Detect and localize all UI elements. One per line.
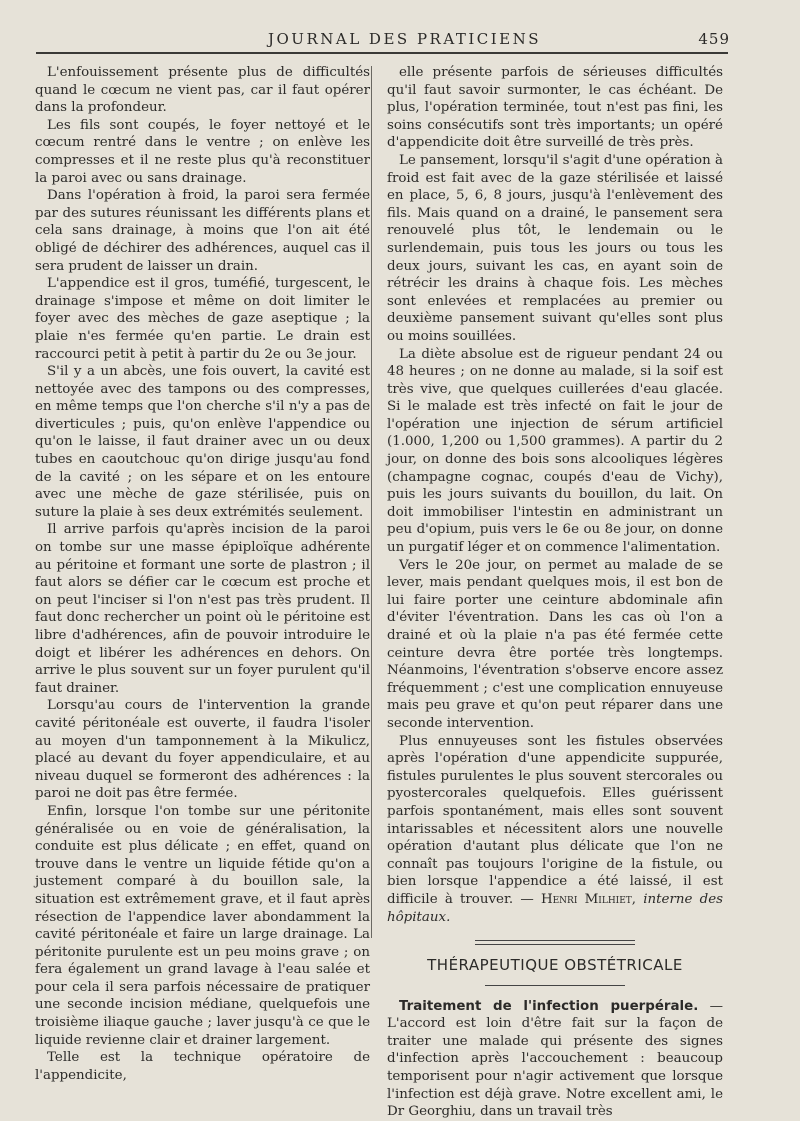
paragraph: Il arrive parfois qu'après incision de la paroi on tombe sur une masse épiploïque adhérente au péritoine et formant une sorte de plastron ; il faut alors se défier car le cœcum est proche et on peut l'inciser si l'on n'est pas très prudent. Il faut donc rechercher un point où le péritoine est libre d'adhérences, afin de pouvoir introduire le doigt et libérer les adhérences en dehors. On arrive le plus souvent sur un foyer purulent qu'il faut drainer.	[35, 522, 370, 696]
paragraph: L'appendice est il gros, tuméfié, turgescent, le drainage s'impose et même on doit limiter le foyer avec des mèches de gaze aseptique ; la plaie n'es fermée qu'en partie. Le drain est raccourci petit à petit à partir du 2e ou 3e jour.	[35, 276, 370, 362]
paragraph: Les fils sont coupés, le foyer nettoyé et le cœcum rentré dans le ventre ; on enlève les compresses et il ne reste plus qu'à reconstituer la paroi avec ou sans drainage.	[35, 117, 370, 186]
article-text: — L'accord est loin d'être fait sur la façon de traiter une malade qui présente des signes d'infection après l'accouchement : beaucoup temporisent pour n'agir activement que lorsque l'infection est déjà grave. Notre excellent ami, le Dr Georghiu, dans un travail très	[387, 998, 723, 1120]
paragraph: Vers le 20e jour, on permet au malade de se lever, mais pendant quelques mois, il est bon de lui faire porter une ceinture abdominale afin d'éviter l'éventration. Dans les cas où l'on a drainé et où la plaie n'a pas été fermée cette ceinture devra être portée très longtemps. Néanmoins, l'éventration s'observe encore assez fréquemment ; c'est une complication ennuyeuse mais peu grave et qu'on peut réparer dans une seconde intervention.	[387, 557, 723, 731]
paragraph: S'il y a un abcès, une fois ouvert, la cavité est nettoyée avec des tampons ou des compresses, en même temps que l'on cherche s'il n'y a pas de diverticules ; puis, qu'on enlève l'appendice ou qu'on le laisse, il faut drainer avec un ou deux tubes en caoutchouc qu'on dirige jusqu'au fond de la cavité ; on les sépare et on les entoure avec une mèche de gaze stérilisée, puis on suture la plaie à ses deux extrémités seulement.	[35, 364, 370, 520]
paragraph: Le pansement, lorsqu'il s'agit d'une opération à froid est fait avec de la gaze stérilisée et laissé en place, 5, 6, 8 jours, jusqu'à l'enlèvement des fils. Mais quand on a drainé, le pansement sera renouvelé plus tôt, le lendemain ou le surlendemain, puis tous les jours ou tous les deux jours, suivant les cas, en ayant soin de rétrécir les drains à chaque fois. Les mèches sont enlevées et remplacées au premier ou deuxième pansement suivant qu'elles sont plus ou moins souillées.	[387, 152, 723, 344]
paragraph: Dans l'opération à froid, la paroi sera fermée par des sutures réunissant les différents plans et cela sans drainage, à moins que l'on ait été obligé de déchirer des adhérences, auquel cas il sera prudent de laisser un drain.	[35, 188, 370, 274]
section-divider	[475, 940, 635, 945]
author-role: interne des hôpitaux.	[387, 891, 723, 925]
paragraph: elle présente parfois de sérieuses difficultés qu'il faut savoir surmonter, le cas échéant. De plus, l'opération terminée, tout n'est pas fini, les soins consécutifs sont très importants; un opéré d'appendicite doit être surveillé de très près.	[387, 65, 723, 151]
column-divider	[371, 66, 372, 938]
journal-title: JOURNAL DES PRATICIENS	[268, 30, 542, 48]
left-column	[35, 64, 370, 1084]
paragraph: Telle est la technique opératoire de l'appendicite,	[35, 1050, 370, 1083]
paragraph: Lorsqu'au cours de l'intervention la grande cavité péritonéale est ouverte, il faudra l'isoler au moyen d'un tamponnement à la Mikulicz, placé au devant du foyer appendiculaire, et au niveau duquel se formeront des adhérences : la paroi ne doit pas être fermée.	[35, 698, 370, 802]
running-header	[0, 30, 800, 50]
section-paragraph	[387, 998, 723, 1121]
header-rule	[36, 52, 728, 54]
paragraph: La diète absolue est de rigueur pendant 24 ou 48 heures ; on ne donne au malade, si la soif est très vive, que quelques cuillerées d'eau glacée. Si le malade est très infecté on fait le jour de l'opération une injection de sérum artificiel (1.000, 1,200 ou 1,500 grammes). A partir du 2 jour, on donne des bois sons alcooliques légères (champagne cognac, coupés d'eau de Vichy), puis les jours suivants du bouillon, du lait. On doit immobiliser l'intestin en administrant un peu d'opium, puis vers le 6e ou 8e jour, on donne un purgatif léger et on commence l'alimentation.	[387, 346, 723, 556]
article-lead: Traitement de l'infection puerpérale.	[399, 998, 699, 1014]
section-heading: THÉRAPEUTIQUE OBSTÉTRICALE	[427, 956, 683, 975]
right-column	[387, 64, 723, 1121]
author-name: Henri Milhiet,	[540, 891, 637, 907]
paragraph: Enfin, lorsque l'on tombe sur une péritonite généralisée ou en voie de généralisation, la conduite est plus délicate ; en effet, quand on trouve dans le ventre un liquide fétide qu'on a justement comparé à du bouillon sale, la situation est extrêmement grave, et il faut après résection de l'appendice laver abondamment la cavité péritonéale et faire un large drainage. La péritonite purulente est un peu moins grave ; on fera également un grand lavage à l'eau salée et pour cela il sera parfois nécessaire de pratiquer une seconde incision médiane, quelquefois une troisième iliaque gauche ; laver jusqu'à ce que le liquide revienne clair et drainer largement.	[35, 803, 370, 1048]
paragraph: L'enfouissement présente plus de difficultés quand le cœcum ne vient pas, car il faut opérer dans la profondeur.	[35, 65, 370, 116]
paragraph-text: Plus ennuyeuses sont les fistules observées après l'opération d'une appendicite suppurée, fistules purulentes le plus souvent stercorales ou pyostercorales quelquefois. Elles guérissent parfois spontanément, mais elles sont souvent intarissables et nécessitent alors une nouvelle opération d'autant plus délicate que l'on ne connaît pas toujours l'origine de la fistule, ou bien lorsque l'appendice a été laissé, il est difficile à trouver. —	[387, 733, 723, 907]
heading-rule	[485, 985, 625, 986]
paragraph-with-signature	[387, 733, 723, 927]
page-number: 459	[698, 30, 730, 48]
